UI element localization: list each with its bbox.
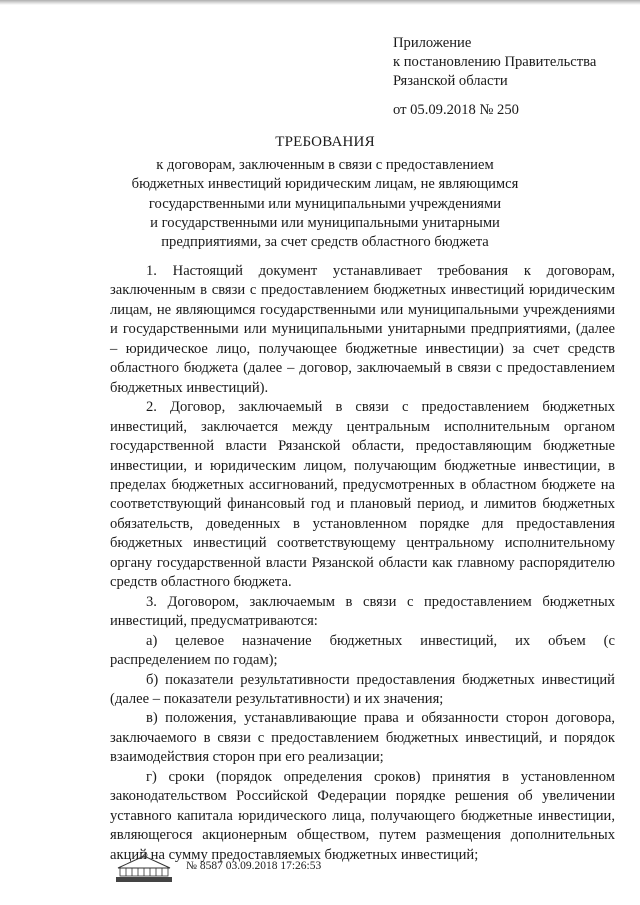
appendix-line-1: Приложение	[393, 35, 472, 51]
title-line-5: предприятиями, за счет средств областного бюджета	[161, 234, 489, 251]
document-body	[110, 262, 615, 865]
paragraph-3g: г) сроки (порядок определения сроков) принятия в установленном законодательством Российской Федерации порядке решения об увеличении уставного капитала юридического лица, получающего бюджетные инвестиции, являющегося акционерным обществом, путем размещения дополнительных акций на сумму предоставляемых бюджетных инвестиций;	[110, 768, 615, 863]
registration-number: № 8587 03.09.2018 17:26:53	[186, 860, 322, 872]
paragraph-2: 2. Договор, заключаемый в связи с предоставлением бюджетных инвестиций, заключается между центральным исполнительным органом государственной власти Рязанской области, предоставляющим бюджетные инвестиции, и юридическим лицом, получающим бюджетные инвестиции, в пределах бюджетных ассигнований, предусмотренных в областном бюджете на соответствующий финансовый год и плановый период, и лимитов бюджетных обязательств, доведенных в установленном порядке для предоставления бюджетных инвестиций соответствующему центральному исполнительному органу государственной власти Рязанской области как главному распорядителю средств областного бюджета.	[110, 399, 615, 591]
appendix-line-3: Рязанской области	[393, 73, 508, 89]
title-line-2: бюджетных инвестиций юридическим лицам, не являющимся	[131, 176, 519, 193]
paragraph-1: 1. Настоящий документ устанавливает требования к договорам, заключенным в связи с предоставлением бюджетных инвестиций юридическим лицам, не являющимся государственными или муниципальными учреждениями и государственными или муниципальными унитарными предприятиями, (далее – юридическое лицо, получающее бюджетные инвестиции) за счет средств областного бюджета (далее – договор, заключаемый в связи с предоставлением бюджетных инвестиций).	[110, 263, 615, 396]
paragraph-3b: б) показатели результативности предоставления бюджетных инвестиций (далее – показатели результативности) и их значения;	[110, 671, 615, 707]
government-building-icon	[108, 848, 180, 884]
paragraph-3: 3. Договором, заключаемым в связи с предоставлением бюджетных инвестиций, предусматриваются:	[110, 593, 615, 630]
title-block	[95, 133, 555, 252]
title-line-1: к договорам, заключенным в связи с предоставлением	[156, 157, 494, 174]
scan-edge	[0, 0, 640, 5]
appendix-block	[393, 34, 633, 120]
paragraph-3a: а) целевое назначение бюджетных инвестиций, их объем (с распределением по годам);	[110, 632, 615, 669]
paragraph-3v: в) положения, устанавливающие права и обязанности сторон договора, заключаемого в связи с предоставлением бюджетных инвестиций, и порядок взаимодействия сторон при его реализации;	[110, 710, 615, 766]
registration-stamp	[108, 848, 438, 888]
appendix-line-2: к постановлению Правительства	[393, 54, 597, 70]
title-line-3: государственными или муниципальными учреждениями	[148, 195, 502, 212]
title-line-4: и государственными или муниципальными унитарными	[150, 214, 500, 231]
appendix-date-line: от 05.09.2018 № 250	[393, 102, 519, 118]
document-heading: ТРЕБОВАНИЯ	[275, 134, 375, 150]
